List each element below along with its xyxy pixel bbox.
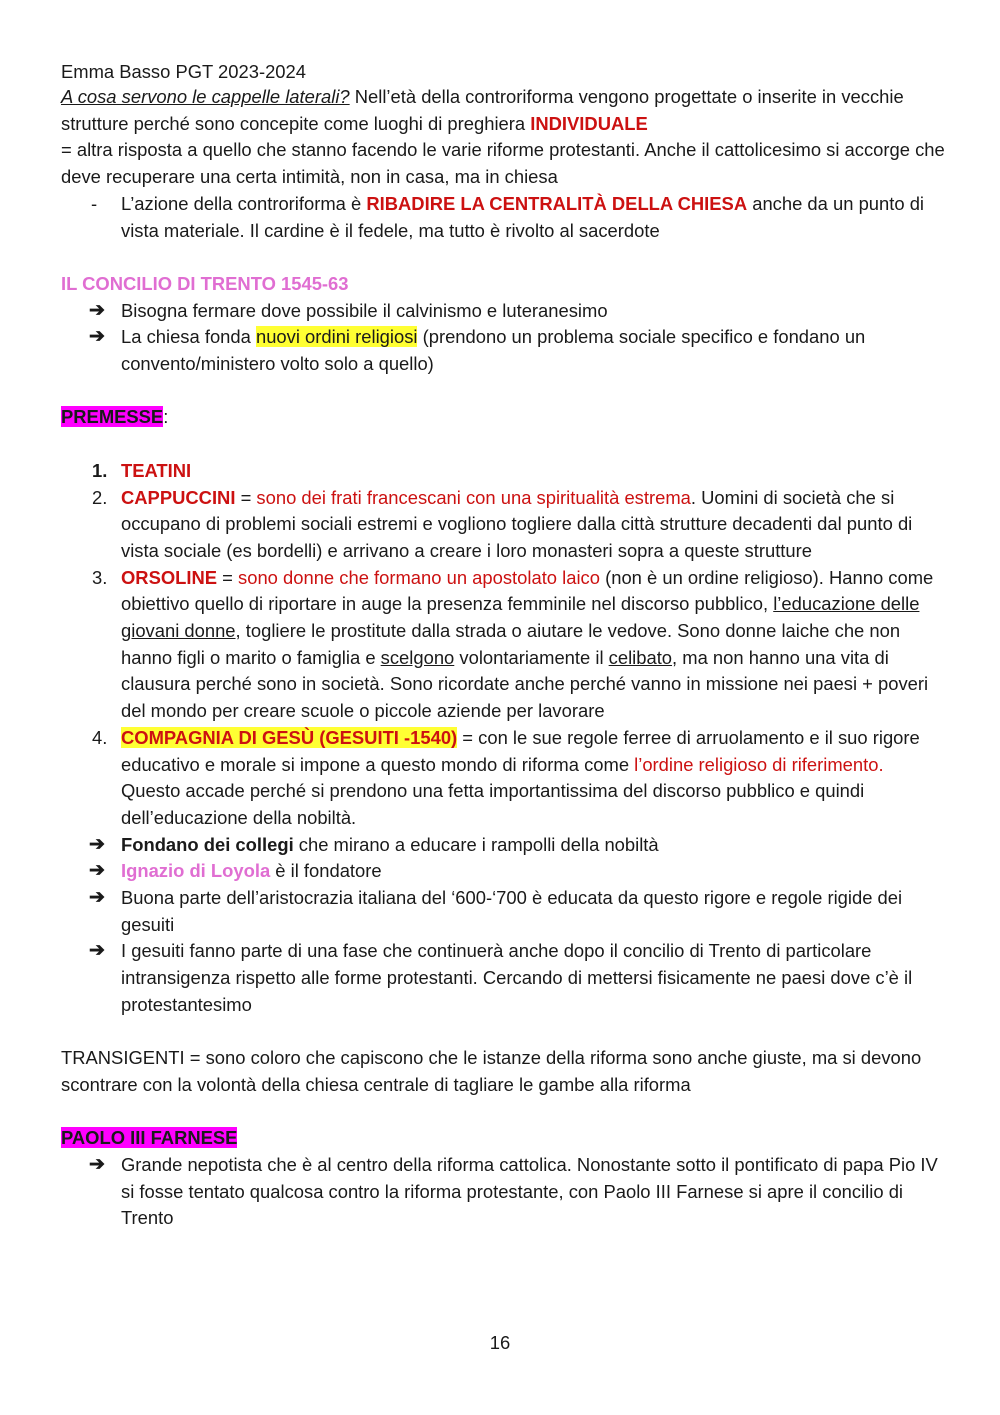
page-content — [61, 84, 946, 1232]
cappuccini-label: CAPPUCCINI — [121, 486, 236, 508]
list-item-orsoline — [61, 565, 946, 725]
concilio-item-2-text-a: La chiesa fonda — [121, 326, 256, 348]
dash-emphasis: RIBADIRE LA CENTRALITÀ DELLA CHIESA — [366, 192, 748, 214]
dash-bullet: - — [91, 192, 98, 214]
intro-paragraph-2: = altra risposta a quello che stanno facendo le varie riforme protestanti. Anche il cattolicesimo si accorge che deve recuperare una certa intimità, non in casa, ma in chiesa — [61, 139, 945, 188]
author-header: Emma Basso PGT 2023-2024 — [61, 61, 306, 82]
gesuiti-text-a: = con le sue regole ferree di arruolamento e il suo rigore educativo e morale si impone a questo mondo di riforma come — [121, 726, 920, 775]
cappuccini-text: . Uomini di società che si occupano di problemi sociali estremi e vogliono togliere dalla città strutture decadenti dal punto di vista sociale (es bordelli) e arrivano a creare i loro monasteri sopra a queste strutture — [121, 486, 913, 561]
dash-list-item — [61, 191, 946, 244]
premesse-heading-line — [61, 404, 946, 431]
underlined-celibato: celibato — [608, 646, 673, 668]
orsoline-text-c: volontariamente il — [454, 646, 609, 668]
collegi-bold: Fondano dei collegi — [121, 833, 294, 855]
orsoline-text-b: , togliere le prostitute dalla strada o aiutare le vedove. Sono donne laiche che non hanno figli o marito o famiglia e — [121, 620, 901, 668]
orsoline-definition: sono donne che formano un apostolato laico — [238, 566, 600, 588]
list-item-gesuiti — [61, 725, 946, 832]
concilio-item-2-text-b: (prendono un problema sociale specifico e fondano un convento/ministero volto solo a quello) — [121, 326, 866, 375]
teatini-label: TEATINI — [121, 459, 192, 481]
orsoline-text-d: , ma non hanno una vita di clausura perché sono in società. Sono ricordate anche perché vanno in missione nei paesi + poveri del mondo per creare scuole o piccole aziende per lavorare — [121, 646, 929, 722]
gesuiti-sub-item-3 — [61, 885, 946, 938]
dash-text-a: L’azione della controriforma è — [121, 192, 367, 214]
list-item-cappuccini — [61, 485, 946, 565]
gesuiti-sub-item-1 — [61, 832, 946, 859]
concilio-heading: IL CONCILIO DI TRENTO 1545-63 — [61, 272, 349, 294]
list-number: 4. — [92, 726, 108, 748]
dash-text-b: anche da un punto di vista materiale. Il cardine è il fedele, ma tutto è rivolto al sacerdote — [121, 192, 925, 241]
underlined-scelgono: scelgono — [380, 646, 455, 668]
premesse-heading: PREMESSE — [61, 406, 164, 428]
transigenti-paragraph: TRANSIGENTI = sono coloro che capiscono che le istanze della riforma sono anche giuste, ma si devono scontrare con la volontà della chiesa centrale di tagliare le gambe alla riforma — [61, 1047, 922, 1095]
gesuiti-sub-item-2 — [61, 858, 946, 885]
concilio-item-2 — [61, 324, 946, 377]
aristocrazia-text: Buona parte dell’aristocrazia italiana del ‘600-‘700 è educata da questo rigore e regole rigide dei gesuiti — [121, 887, 903, 935]
intro-emphasis: INDIVIDUALE — [530, 112, 648, 134]
intro-question: A cosa servono le cappelle laterali? — [61, 86, 350, 107]
paolo-heading-line — [61, 1125, 946, 1152]
arrow-bullet-icon: ➔ — [89, 940, 105, 962]
highlight-nuovi-ordini: nuovi ordini religiosi — [255, 326, 418, 348]
intro-paragraph — [61, 84, 946, 137]
orsoline-label: ORSOLINE — [121, 566, 218, 588]
paolo-item — [61, 1152, 946, 1232]
arrow-bullet-icon: ➔ — [89, 1154, 105, 1176]
ignazio-name: Ignazio di Loyola — [121, 860, 271, 882]
arrow-bullet-icon: ➔ — [89, 860, 105, 882]
gesuiti-label: COMPAGNIA DI GESÙ (GESUITI -1540) — [121, 726, 458, 748]
list-number: 1. — [92, 459, 108, 481]
concilio-item-1 — [61, 298, 946, 325]
arrow-bullet-icon: ➔ — [89, 299, 105, 321]
arrow-bullet-icon: ➔ — [89, 326, 105, 348]
list-item-teatini — [61, 458, 946, 485]
intro-text-a: Nell’età della controriforma vengono progettate o inserite in vecchie strutture perché sono concepite come luoghi di preghiera — [61, 86, 904, 134]
paolo-text: Grande nepotista che è al centro della riforma cattolica. Nonostante sotto il pontificato di papa Pio IV si fosse tentato qualcosa contro la riforma protestante, con Paolo III Farnese si apre il concilio di Trento — [121, 1154, 938, 1229]
arrow-bullet-icon: ➔ — [89, 887, 105, 909]
equals-sign: = — [235, 486, 257, 508]
gesuiti-red-text: l’ordine religioso di riferimento. — [634, 753, 884, 775]
intransigenza-text: I gesuiti fanno parte di una fase che continuerà anche dopo il concilio di Trento di particolare intransigenza rispetto alle forme protestanti. Cercando di mettersi fisicamente ne paesi dove c’è il protestantesimo — [121, 940, 913, 1015]
collegi-text: che mirano a educare i rampolli della nobiltà — [293, 833, 659, 855]
premesse-colon: : — [163, 406, 169, 428]
list-number: 2. — [92, 486, 108, 508]
arrow-bullet-icon: ➔ — [89, 833, 105, 855]
page-number: 16 — [489, 1332, 511, 1353]
underlined-educazione: l’educazione delle giovani donne — [121, 593, 920, 642]
gesuiti-sub-item-4 — [61, 938, 946, 1018]
ignazio-text: è il fondatore — [270, 860, 382, 882]
paolo-heading: PAOLO III FARNESE — [61, 1127, 238, 1149]
gesuiti-text-b: Questo accade perché si prendono una fetta importantissima del discorso pubblico e quindi dell’educazione della nobiltà. — [121, 780, 865, 828]
concilio-item-1-text: Bisogna fermare dove possibile il calvinismo e luteranesimo — [121, 299, 608, 321]
cappuccini-definition: sono dei frati francescani con una spiritualità estrema — [256, 486, 691, 508]
list-number: 3. — [92, 566, 108, 588]
equals-sign: = — [217, 566, 239, 588]
orsoline-text-a: (non è un ordine religioso). Hanno come obiettivo quello di riportare in auge la presenza femminile nel discorso pubblico, — [121, 566, 934, 615]
